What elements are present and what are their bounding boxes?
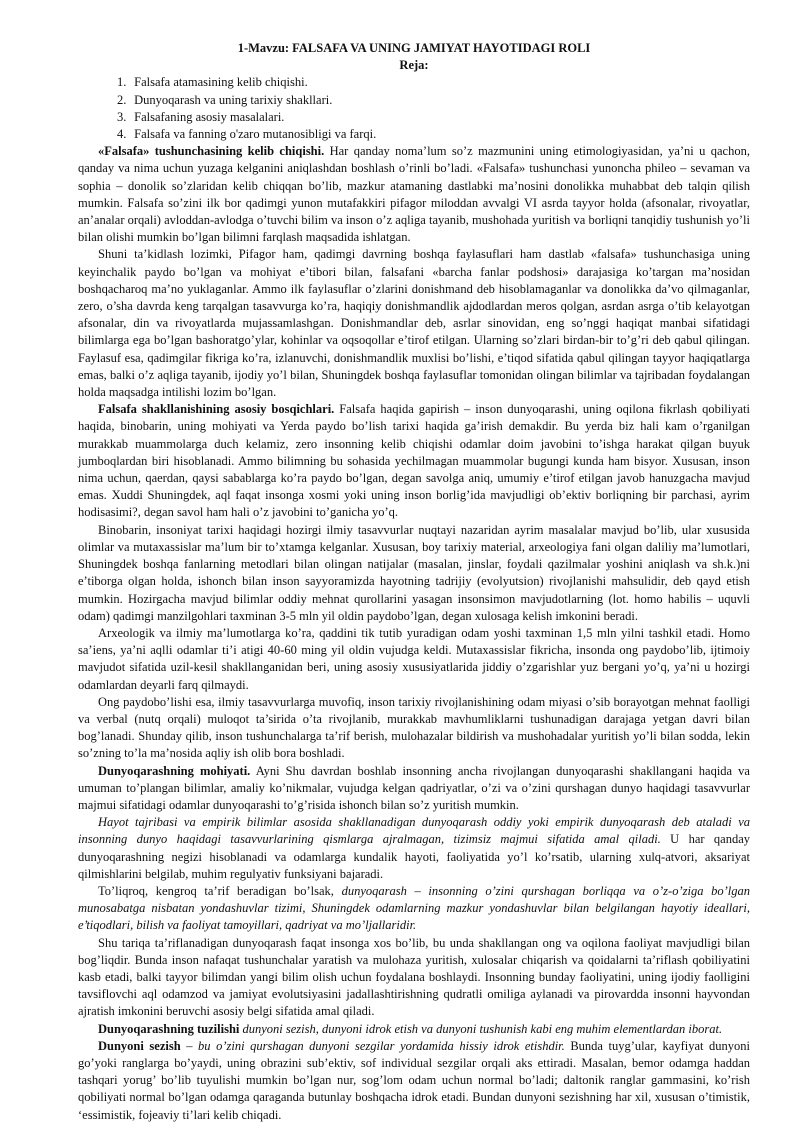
definition-sensing: – bu o’zini qurshagan dunyoni sezgilar yordamida hissiy idrok etishdir.: [180, 1038, 565, 1053]
paragraph-text: Har qanday noma’lum so’z mazmunini uning etimologiyasidan, ya’ni u qachon, qanday va nima uchun yuzaga kelganini aniqlashdan boshlash o’rinli bo’ladi. «Falsafa» tushunchasi yunoncha phileo – sevaman va sophia – donolik so’zlaridan kelib chiqqan bo’lib, mazkur atamaning dastlabki ma’nosini donolikka muhabbat deb talqin qilish mumkin. Falsafa so’zini ilk bor qadimgi yunon mutafakkiri pifagor miloddan avvalgi VI asrda tayyor holda (afsonalar, rivoyatlar, an’analar orqali) avloddan-avlodga o’tuvchi bilim va inson o’z aqliga tayanib, mushohada yuritish va borliqni tanqidiy tushunish yo’li bilan olishi mumkin bo’lgan bilimni farqlash maqsadida ishlatgan.: [78, 144, 750, 245]
plan-item: [117, 126, 750, 143]
paragraph-history: Binobarin, insoniyat tarixi haqidagi hozirgi ilmiy tasavvurlar nuqtayi nazaridan ayrim masalalar mavjud bo’lib, ular xususida olimlar va mutaxassislar ma’lum bir to’xtamga kelganlar. Xususan, boy tarixiy material, arxeologiya fani olgan daliliy ma’lumotlari, Shuningdek boshqa fanlarning metodlari bilan olingan natijalar (masalan, jinslar, foydali qazilmalar yoshini aniqlash va sh.k.)ni e’tiborga olgan holda, ishonch bilan inson sayyoramizda hayotning tadrijiy (evolyutsion) rivojlanishi mahsulidir, deb qayd etish mumkin. Hozirgacha mavjud bilimlar oddiy mehnat qurollarini yasagan insonsimon mavjudotlarning (lot. homo habilis – uquvli odam) qadimgi manzilgohlari taxminan 3-5 mln yil oldin paydobo’lgan, degan xulosaga kelish imkonini beradi.: [78, 522, 750, 623]
section-lead-stages: Falsafa shakllanishining asosiy bosqichlari.: [98, 402, 335, 417]
plan-item-text: Falsafa atamasining kelib chiqishi.: [134, 75, 308, 90]
section-lead-origin: «Falsafa» tushunchasining kelib chiqishi.: [98, 144, 325, 159]
plan-item: [117, 109, 750, 126]
paragraph-text: To’liqroq, kengroq ta’rif beradigan bo’lsak,: [98, 883, 342, 898]
paragraph-origin: [78, 143, 750, 246]
paragraph-text: Ayni Shu davrdan boshlab insonning ancha rivojlangan dunyoqarashi shakllangani haqida va umuman to’plangan bilimlar, amaliy ko’nikmalar, vujudga kelgan qadriyatlar, o’zi va o’zini qurshagan dunyo haqidagi tasavvurlar majmui sifatidagi odamlar dunyoqarashi to’g’risida ishonch bilan so’z yuritish mumkin.: [78, 763, 750, 812]
paragraph-empirical: [78, 814, 750, 883]
plan-list: [78, 74, 750, 143]
paragraph-stages: [78, 401, 750, 521]
paragraph-archaeology: Arxeologik va ilmiy ma’lumotlarga ko’ra, qaddini tik tutib yuradigan odam yoshi taxminan 1,5 mln yilni tashkil etadi. Homo sa’iens, ya’ni aqlli odamlar ti’i atigi 40-60 ming yil oldin vujudga keldi. Mutaxassislar fikricha, insonda ong paydobo’lib, ijtimoiy mavjudot sifatida uzil-kesil shakllanganidan beri, uning asosiy xususiyatlarida jiddiy o’zgarishlar yuz bergani yo’q, ya’ni u hozirgi odamlardan deyarli farq qilmaydi.: [78, 625, 750, 692]
paragraph-text: Falsafa haqida gapirish – inson dunyoqarashi, uning oqilona fikrlash qobiliyati haqida, binobarin, uning mohiyati va Yerda paydo bo’lish tarixi haqida ga’irish demakdir. Bu yerda biz hali kam o’rganilgan murakkab muammolarga duch kelamiz, zero insonning kelib chiqishi odamlar doim javobini to’ishga harakat qilgan buyuk jumboqlardan biri hisoblanadi. Ammo bilimning bu sohasida yechilmagan muammolar bugungi kunda ham bisyor. Xususan, inson nima uchun, qaerdan, qaysi sabablarga ko’ra paydo bo’lgan, degan savolga aniq, umumiy e’tirof etilgan javob hanuzgacha mavjud emas. Xuddi Shuningdek, aql faqat insonga xosmi yoki uning inson borlig’ida mavjudligi ob’ektiv borliqning bir parchasi, ayrim hodisasimi?, degan savol ham hali o’z javobini to’ganicha yo’q.: [78, 402, 750, 520]
plan-item: [117, 74, 750, 91]
paragraph-text: Bunda tuyg’ular, kayfiyat dunyoni go’yoki ranglarga bo’yaydi, uning obrazini sub’ektiv, sof individual sezgilar orqali aks ettiradi. Masalan, bemor odamga haddan tashqari yorug’ bo’lib tuyulishi mumkin bo’lgan nur, sog’lom odam uchun normal bo’ladi; daltonik ranglar gammasini, ko’rish qobiliyati normal bo’lgan odamga qaraganda butunlay boshqacha idrok etadi. Bundan dunyoni sezishning har xil, xususan o’timistik, ‘essimistik, fojeaviy ti’lari kelib chiqadi.: [78, 1038, 751, 1122]
definition-worldview: dunyoqarash – insonning o’zini qurshagan borliqqa va o’z-o’ziga bo’lgan munosabatga nisbatan yondashuvlar tizimi, Shuningdek odamlarning mazkur yondashuvlar bilan belgilangan hayotiy ideallari, e’tiqodlari, bilish va faoliyat tamoyillari, qadriyat va mo’ljallaridir.: [78, 883, 750, 933]
paragraph-text: U har qanday dunyoqarashning negizi hisoblanadi va odamlarga kundalik hayoti, faoliyatida yo’l ko’rsatib, ularning xulq-atvori, aksariyat qilmishlarini belgilab, muhim regulyativ funksiyani bajaradi.: [78, 832, 750, 881]
plan-item: [117, 92, 750, 109]
plan-heading: Reja:: [399, 58, 429, 73]
definition-empirical: Hayot tajribasi va empirik bilimlar asosida shakllanadigan dunyoqarash oddiy yoki empirik dunyoqarash deb ataladi va insonning dunyo haqidagi tasavvurlarining qismlarga ajralmagan, tizimsiz majmui sifatida amal qiladi.: [78, 815, 750, 847]
paragraph-worldview-essence: [78, 763, 750, 815]
plan-item-number: 2.: [117, 92, 127, 107]
definition-structure: dunyoni sezish, dunyoni idrok etish va dunyoni tushunish kabi eng muhim elementlardan iborat.: [239, 1021, 723, 1036]
paragraph-sensing: [78, 1038, 750, 1124]
plan-item-text: Falsafa va fanning o'zaro mutanosibligi va farqi.: [134, 127, 377, 142]
section-lead-structure: Dunyoqarashning tuzilishi: [98, 1021, 240, 1036]
document-title: 1-Mavzu: FALSAFA VA UNING JAMIYAT HAYOTIDAGI ROLI: [237, 41, 591, 55]
plan-item-number: 1.: [117, 75, 127, 90]
plan-item-text: Falsafaning asosiy masalalari.: [134, 109, 285, 124]
paragraph-consciousness: Ong paydobo’lishi esa, ilmiy tasavvurlarga muvofiq, inson tarixiy rivojlanishining odam miyasi o’sib borayotgan mehnat faolligi va verbal (nutq orqali) muloqot ta’sirida o’ta rivojlanib, murakkab mavhumliklarni tushunadigan darajaga yetgan davri bilan bog’lanadi. Shunday qilib, inson tushunchalarga ta’rif berish, mulohazalar bildirish va mushohadalar yuritish yo’li bilan sodda, lekin so’zning to’la ma’nosida aqliy ish olib bora boshladi.: [78, 694, 750, 761]
section-lead-essence: Dunyoqarashning mohiyati.: [98, 763, 251, 778]
paragraph-structure: [78, 1021, 750, 1038]
section-lead-sensing: Dunyoni sezish: [98, 1038, 181, 1053]
paragraph-definition: [78, 883, 750, 935]
plan-item-text: Dunyoqarash va uning tarixiy shakllari.: [134, 92, 333, 107]
plan-item-number: 4.: [117, 127, 127, 142]
paragraph-reason: Shu tariqa ta’riflanadigan dunyoqarash faqat insonga xos bo’lib, bu unda shakllangan ong va oqilona faoliyat mavjudligi bilan bog’liqdir. Bunda inson nafaqat tushunchalar yaratish va mulohaza yuritish, xulosalar chiqarish va qoidalarni ta’riflash qobiliyatini kasb etadi, balki tayyor bilimdan yangi bilim olish uchun foydalana boshlaydi. Insonning bunday faoliyatini, uning ijodiy faolligini tavsiflovchi aql odamzod va jamiyat evolutsiyasini jadallashtirishning qudratli omiliga aylanadi va pirovardda insonni hayvondan ajratish imkonini beruvchi asosiy belgi sifatida amal qiladi.: [78, 935, 750, 1019]
plan-item-number: 3.: [117, 109, 127, 124]
paragraph-pythagoras: Shuni ta’kidlash lozimki, Pifagor ham, qadimgi davrning boshqa faylasuflari ham dastlab «falsafa» tushunchasiga uning keyinchalik paydo bo’lgan va mohiyat e’tibori bilan, falsafani «barcha fanlar podshosi» darajasiga ko’targan ma’nosidan boshqacharoq ma’no yuklaganlar. Ammo ilk faylasuflar o’zlarini donishmand deb hisoblamaganlar va donolikka da’vo qilmaganlar, zero, o’sha davrda keng tarqalgan tasavvurga ko’ra, haqiqiy donishmandlik ajdodlardan meros qolgan, asrdan asrga o’tib kelayotgan afsonalar, din va rivoyatlarda mujassamlashgan. Donishmandlar deb, asrlar sinovidan, eng so’nggi haqiqat manbai sifatidagi bilimlarga ega bo’lgan bashoratgo’ylar, kohinlar va oqsoqollar e’tirof etilgan. Ularning so’zlari birdan-bir to’g’ri deb qabul qilingan. Faylasuf esa, qadimgilar fikriga ko’ra, izlanuvchi, donishmandlik muxlisi bo’lishi, e’tiqod sifatida qabul qilingan tayyor haqiqatlarga emas, balki o’z aqliga tayanib, ijodiy yo’l bilan, Shuningdek boshqa faylasuflar tomonidan olingan bilimlar va tajribadan foydalangan holda maqsadga intilishi lozim bo’lgan.: [78, 247, 750, 400]
